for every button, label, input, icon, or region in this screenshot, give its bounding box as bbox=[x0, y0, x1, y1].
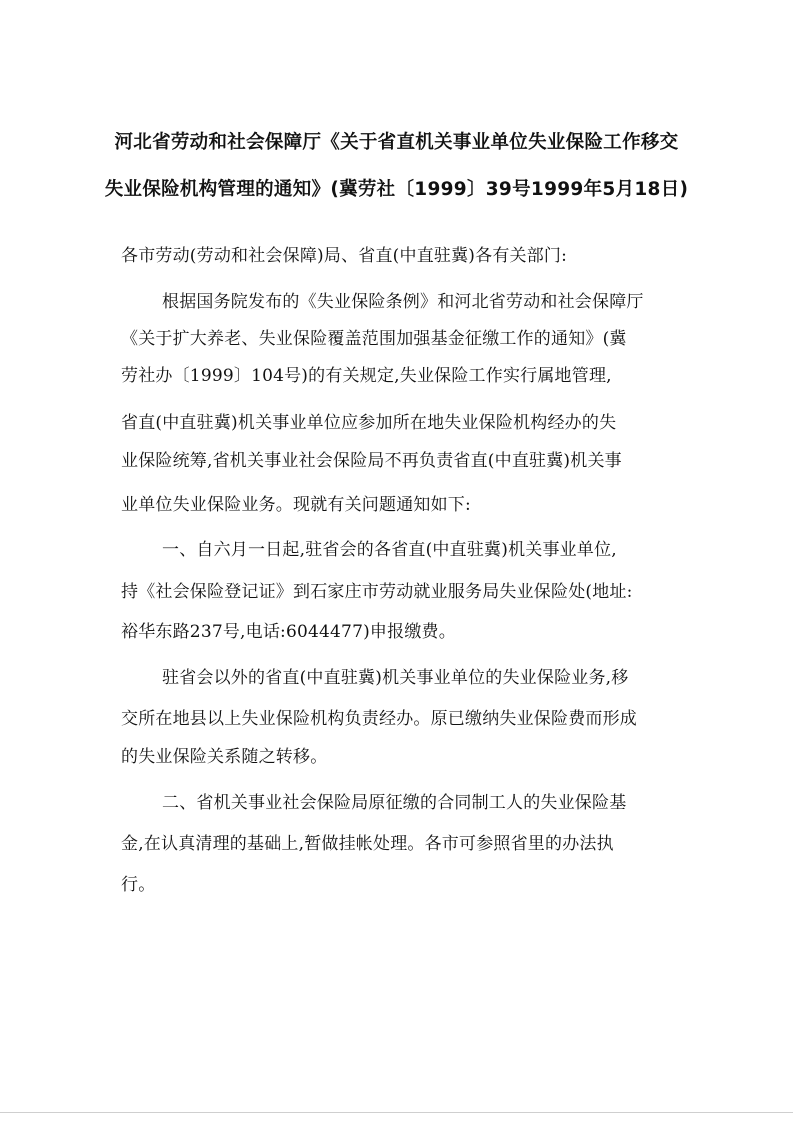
paragraph-line: 业保险统筹,省机关事业社会保险局不再负责省直(中直驻冀)机关事 bbox=[121, 451, 622, 471]
paragraph-line: 驻省会以外的省直(中直驻冀)机关事业单位的失业保险业务,移 bbox=[162, 668, 629, 688]
paragraph-line: 裕华东路237号,电话:6044477)申报缴费。 bbox=[121, 622, 456, 642]
document-title-line-1: 河北省劳动和社会保障厅《关于省直机关事业单位失业保险工作移交 bbox=[114, 132, 679, 153]
paragraph-line: 劳社办〔1999〕104号)的有关规定,失业保险工作实行属地管理, bbox=[121, 366, 612, 386]
paragraph-line: 一、自六月一日起,驻省会的各省直(中直驻冀)机关事业单位, bbox=[162, 540, 617, 560]
paragraph-line: 《关于扩大养老、失业保险覆盖范围加强基金征缴工作的通知》(冀 bbox=[121, 329, 627, 349]
paragraph-line: 金,在认真清理的基础上,暂做挂帐处理。各市可参照省里的办法执 bbox=[121, 834, 614, 854]
page-bottom-divider bbox=[0, 1112, 793, 1113]
paragraph-line: 交所在地县以上失业保险机构负责经办。原已缴纳失业保险费而形成 bbox=[121, 709, 637, 729]
paragraph-line: 行。 bbox=[121, 875, 156, 895]
paragraph-line: 业单位失业保险业务。现就有关问题通知如下: bbox=[121, 495, 471, 515]
paragraph-line: 持《社会保险登记证》到石家庄市劳动就业服务局失业保险处(地址: bbox=[121, 582, 633, 602]
paragraph-line: 根据国务院发布的《失业保险条例》和河北省劳动和社会保障厅 bbox=[162, 292, 644, 312]
paragraph-line: 的失业保险关系随之转移。 bbox=[121, 747, 328, 767]
paragraph-line: 二、省机关事业社会保险局原征缴的合同制工人的失业保险基 bbox=[162, 793, 627, 813]
salutation: 各市劳动(劳动和社会保障)局、省直(中直驻冀)各有关部门: bbox=[121, 246, 568, 266]
document-title-line-2: 失业保险机构管理的通知》(冀劳社〔1999〕39号1999年5月18日) bbox=[104, 179, 689, 200]
paragraph-line: 省直(中直驻冀)机关事业单位应参加所在地失业保险机构经办的失 bbox=[121, 413, 617, 433]
